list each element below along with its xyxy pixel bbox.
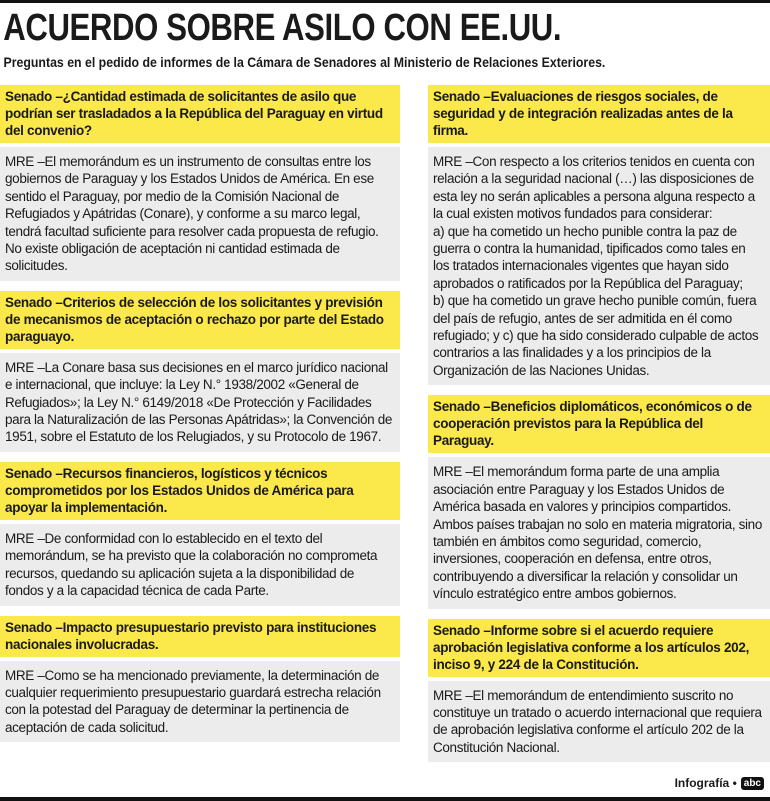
answer: MRE –Como se ha mencionado previamente, la determinación de cualquier requerimiento presupuestario guardará estrecha relación con la potestad del Paraguay de determinar la pertinencia de aceptación de cada solicitud.: [0, 661, 400, 743]
right-column: [428, 85, 770, 772]
question: Senado –Informe sobre si el acuerdo requiere aprobación legislativa conforme a los artículos 202, inciso 9, y 224 de la Constitución.: [428, 619, 770, 677]
answer: MRE –El memorándum es un instrumento de consultas entre los gobiernos de Paraguay y los Estados Unidos de América. En ese sentido el Paraguay, por medio de la Comisión Nacional de Refugiados y Apátridas (Conare), y conforme a su marco legal, tendrá facultad suficiente para resolver cada propuesta de refugio. No existe obligación de aceptación ni cantidad estimada de solicitudes.: [0, 147, 400, 281]
answer: MRE –De conformidad con lo establecido en el texto del memorándum, se ha previsto que la colaboración no comprometa recursos, quedando su aplicación sujeta a la disponibilidad de fondos y a la capacidad técnica de cada Parte.: [0, 524, 400, 606]
question: Senado –Impacto presupuestario previsto para instituciones nacionales involucradas.: [0, 616, 400, 657]
answer: MRE –La Conare basa sus decisiones en el marco jurídico nacional e internacional, que incluye: la Ley N.° 1938/2002 «General de Refugiados»; la Ley N.° 6149/2018 «De Protección y Facilidades para la Naturalización de las Personas Apátridas»; la Convención de 1951, sobre el Estatuto de los Relugiados, y su Protocolo de 1967.: [0, 353, 400, 452]
question: Senado –Beneficios diplomáticos, económicos o de cooperación previstos para la República del Paraguay.: [428, 395, 770, 453]
abc-logo: abc: [741, 777, 764, 790]
question: Senado –Recursos financieros, logísticos y técnicos comprometidos por los Estados Unidos de América para apoyar la implementación.: [0, 462, 400, 520]
answer: MRE –Con respecto a los criterios tenidos en cuenta con relación a la seguridad nacional (…) las disposiciones de esta ley no serán aplicables a persona alguna respecto a la cual existen motivos fundados para considerar: a) que ha cometido un hecho punible contra la paz de guerra o contra la humanidad, tipificados como tales en los tratados internacionales vigentes que hayan sido aprobados o ratificados por la República del Paraguay; b) que ha cometido un grave hecho punible común, fuera del país de refugio, antes de ser admitida en él como refugiado; y c) que ha sido considerado culpable de actos contrarios a las finalidades y a los principios de la Organización de las Naciones Unidas.: [428, 147, 770, 385]
left-column: [0, 85, 400, 752]
question: Senado –Criterios de selección de los solicitantes y previsión de mecanismos de aceptación o rechazo por parte del Estado paraguayo.: [0, 291, 400, 349]
columns: [0, 85, 770, 772]
answer: MRE –El memorándum de entendimiento suscrito no constituye un tratado o acuerdo internacional que requiera de aprobación legislativa conforme el artículo 202 de la Constitución Nacional.: [428, 681, 770, 763]
question: Senado –¿Cantidad estimada de solicitantes de asilo que podrían ser trasladados a la República del Paraguay en virtud del convenio?: [0, 85, 400, 143]
page-title: ACUERDO SOBRE ASILO CON EE.UU.: [3, 7, 562, 49]
subtitle: Preguntas en el pedido de informes de la Cámara de Senadores al Ministerio de Relaciones Exteriores.: [3, 54, 606, 70]
credit: [0, 772, 770, 801]
answer: MRE –El memorándum forma parte de una amplia asociación entre Paraguay y los Estados Unidos de América basada en valores y principios compartidos. Ambos países trabajan no solo en materia migratoria, sino también en ámbitos como seguridad, comercio, inversiones, cooperación en defensa, entre otros, contribuyendo a diversificar la relación y consolidar un vínculo estratégico entre ambos gobiernos.: [428, 457, 770, 608]
credit-text: Infografía •: [674, 776, 737, 791]
question: Senado –Evaluaciones de riesgos sociales, de seguridad y de integración realizadas antes de la firma.: [428, 85, 770, 143]
